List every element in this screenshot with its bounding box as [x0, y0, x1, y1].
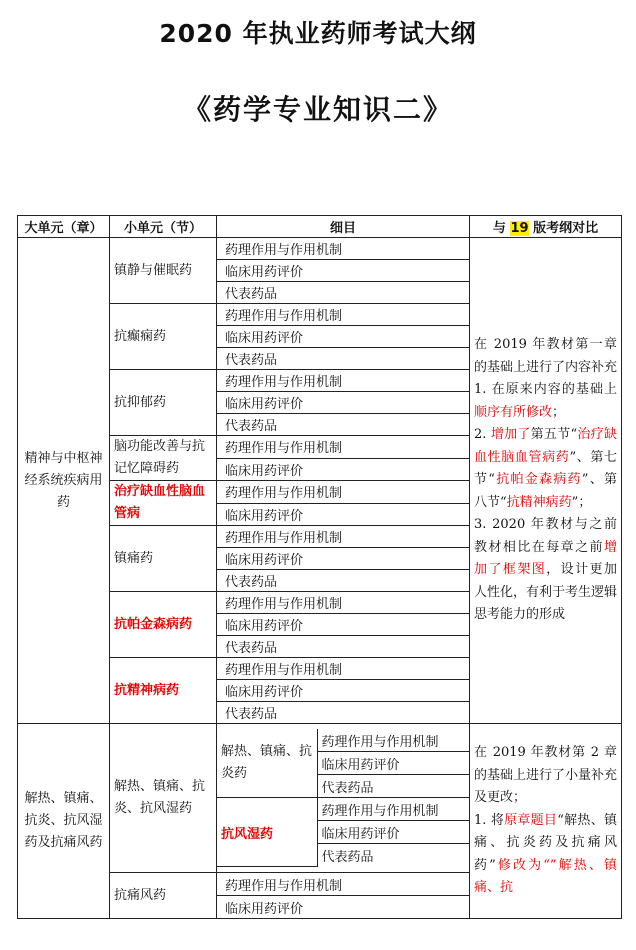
detail-cell: 临床用药评价: [317, 821, 469, 844]
detail-cell: 代表药品: [217, 414, 470, 436]
detail-cell: 临床用药评价: [217, 680, 470, 702]
detail-cell: 药理作用与作用机制: [217, 592, 470, 614]
nested-table: [217, 873, 469, 918]
subunit-cell-new: 抗帕金森病药: [110, 592, 217, 658]
detail-cell: 临床用药评价: [217, 548, 470, 570]
detail-cell: 临床用药评价: [217, 503, 470, 526]
table-row: [217, 798, 469, 821]
detail-cell: 药理作用与作用机制: [317, 798, 469, 821]
detail-cell: 药理作用与作用机制: [317, 729, 469, 752]
nested-cell: [217, 873, 470, 919]
detail-cell: 临床用药评价: [217, 326, 470, 348]
subunit-cell: 抗抑郁药: [110, 370, 217, 436]
detail-cell: 药理作用与作用机制: [217, 238, 470, 260]
subsub-cell-new: 抗风湿药: [217, 798, 317, 867]
detail-cell: 药理作用与作用机制: [217, 526, 470, 548]
detail-cell: 代表药品: [217, 636, 470, 658]
compare-cell: 在 2019 年教材第一章的基础上进行了内容补充 1. 在原来内容的基础上顺序有所修改； 2. 增加了第五节“治疗缺血性脑血管病药”、第七节“抗帕金森病药”、第八节“抗精神病药”； 3. 2020 年教材与之前教材相比在每章之前增加了框架图，设计更加人性化，有利于考生逻辑思考能力的形成: [470, 238, 622, 724]
highlight-year: 19: [510, 221, 529, 236]
document-title: 2020 年执业药师考试大纲: [159, 19, 477, 48]
subunit-cell-new: 治疗缺血性脑血管病: [110, 481, 217, 526]
subunit-cell-new: 抗精神病药: [110, 658, 217, 724]
table-row: [18, 238, 622, 260]
detail-cell: 药理作用与作用机制: [217, 304, 470, 326]
detail-cell: 代表药品: [217, 282, 470, 304]
compare-cell: 在 2019 年教材第 2 章的基础上进行了小量补充及更改； 1. 将原章题目“解热、镇痛、抗炎药及抗痛风药”修改为“”解热、镇痛、抗: [470, 724, 622, 919]
header-compare: 与 19 版考纲对比: [470, 216, 622, 238]
subunit-cell: 脑功能改善与抗记忆障碍药: [110, 436, 217, 481]
header-subunit: 小单元（节）: [110, 216, 217, 238]
table-row: [18, 724, 622, 873]
header-unit: 大单元（章）: [18, 216, 110, 238]
detail-cell: 药理作用与作用机制: [217, 658, 470, 680]
detail-cell: 临床用药评价: [217, 614, 470, 636]
nested-table: [217, 729, 469, 867]
detail-cell: 代表药品: [217, 570, 470, 592]
subunit-cell: 抗痛风药: [110, 873, 217, 919]
header-row: [18, 216, 622, 238]
detail-cell: 代表药品: [217, 348, 470, 370]
detail-cell: 药理作用与作用机制: [217, 370, 470, 392]
detail-cell: 药理作用与作用机制: [217, 436, 470, 459]
detail-cell: 临床用药评价: [217, 458, 470, 481]
unit-cell: 解热、镇痛、抗炎、抗风湿药及抗痛风药: [18, 724, 110, 919]
document-subtitle: 《药学专业知识二》: [182, 93, 453, 126]
header-detail: 细目: [217, 216, 470, 238]
detail-cell: 代表药品: [317, 775, 469, 798]
nested-cell: [217, 724, 470, 873]
detail-cell: 临床用药评价: [217, 392, 470, 414]
detail-cell: 临床用药评价: [217, 260, 470, 282]
table-row: [217, 873, 469, 896]
detail-cell: 代表药品: [217, 702, 470, 724]
detail-cell: 药理作用与作用机制: [217, 873, 469, 896]
subunit-cell: 抗癫痫药: [110, 304, 217, 370]
table-row: [217, 896, 469, 919]
table-row: [217, 729, 469, 752]
subunit-cell: 镇静与催眠药: [110, 238, 217, 304]
subsub-cell: 解热、镇痛、抗炎药: [217, 729, 317, 798]
detail-cell: 临床用药评价: [217, 896, 469, 919]
unit-cell: 精神与中枢神经系统疾病用药: [18, 238, 110, 724]
detail-cell: 药理作用与作用机制: [217, 481, 470, 504]
subunit-cell: 解热、镇痛、抗炎、抗风湿药: [110, 724, 217, 873]
subunit-cell: 镇痛药: [110, 526, 217, 592]
outline-table: [17, 215, 622, 919]
detail-cell: 临床用药评价: [317, 752, 469, 775]
detail-cell: 代表药品: [317, 844, 469, 867]
